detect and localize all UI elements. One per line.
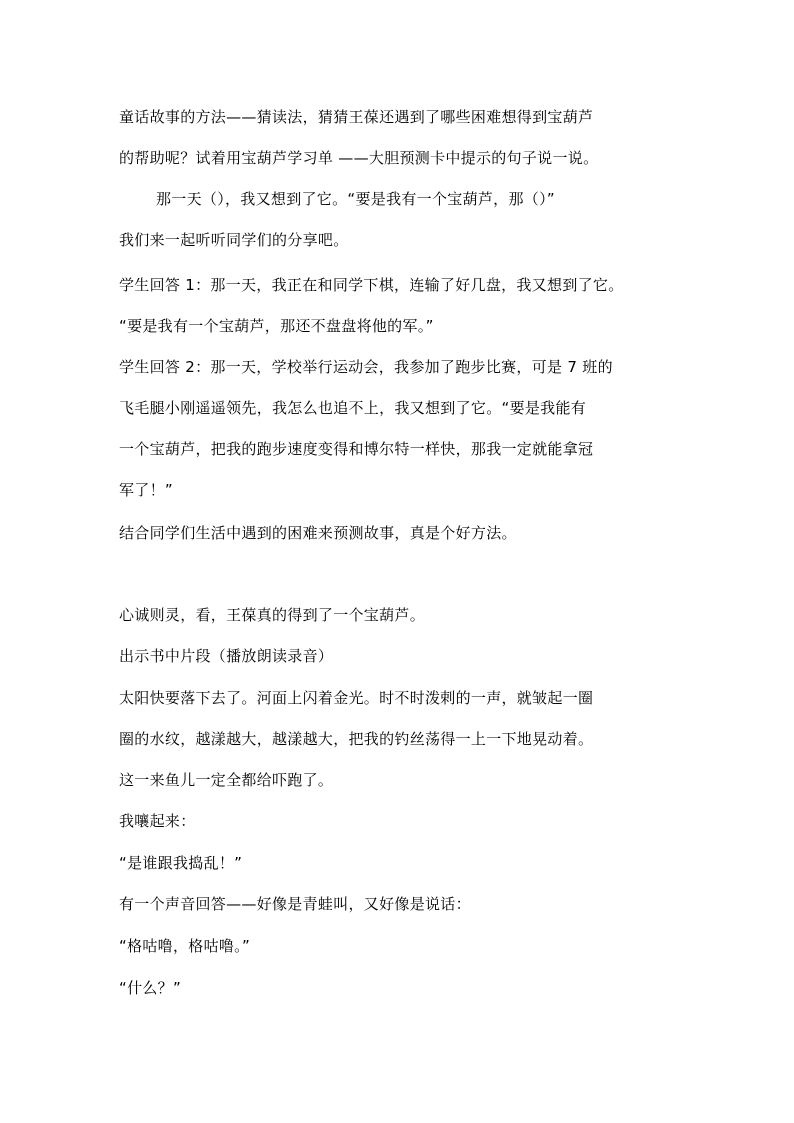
paragraph-line: 学生回答 2：那一天，学校举行运动会，我参加了跑步比赛，可是 7 班的: [119, 358, 613, 376]
paragraph-line: 我嚷起来：: [119, 812, 196, 830]
paragraph-line: 飞毛腿小刚遥遥领先，我怎么也追不上，我又想到了它。“要是我能有: [119, 399, 587, 417]
paragraph-line: “要是我有一个宝葫芦，那还不盘盘将他的军。”: [119, 317, 434, 335]
paragraph-line: 有一个声音回答——好像是青蛙叫，又好像是说话：: [119, 895, 471, 913]
paragraph-line: “是谁跟我捣乱！”: [119, 854, 243, 872]
paragraph-line: 学生回答 1：那一天，我正在和同学下棋，连输了好几盘，我又想到了它。: [119, 276, 624, 294]
paragraph-line: 军了！”: [119, 481, 173, 499]
paragraph-line: 心诚则灵，看，王葆真的得到了一个宝葫芦。: [119, 606, 426, 624]
paragraph-line: 圈的水纹，越漾越大，越漾越大，把我的钓丝荡得一上一下地晃动着。: [119, 730, 594, 748]
paragraph-line: 太阳快要落下去了。河面上闪着金光。时不时泼剌的一声，就皱起一圈: [119, 689, 594, 707]
paragraph-line: 我们来一起听听同学们的分享吧。: [119, 231, 349, 249]
paragraph-line: 一个宝葫芦，把我的跑步速度变得和博尔特一样快，那我一定就能拿冠: [119, 440, 594, 458]
paragraph-line: 这一来鱼儿一定全都给吓跑了。: [119, 771, 334, 789]
paragraph-line: 的帮助呢？试着用宝葫芦学习单 ——大胆预测卡中提示的句子说一说。: [119, 149, 599, 167]
paragraph-line: 童话故事的方法——猜读法，猜猜王葆还遇到了哪些困难想得到宝葫芦: [119, 108, 594, 126]
paragraph-line: 那一天（），我又想到了它。“要是我有一个宝葫芦，那（）”: [156, 190, 555, 208]
paragraph-line: “什么？”: [119, 979, 182, 997]
paragraph-line: 结合同学们生活中遇到的困难来预测故事，真是个好方法。: [119, 524, 517, 542]
paragraph-line: 出示书中片段（播放朗读录音）: [119, 647, 334, 665]
paragraph-line: “格咕噜，格咕噜。”: [119, 937, 251, 955]
